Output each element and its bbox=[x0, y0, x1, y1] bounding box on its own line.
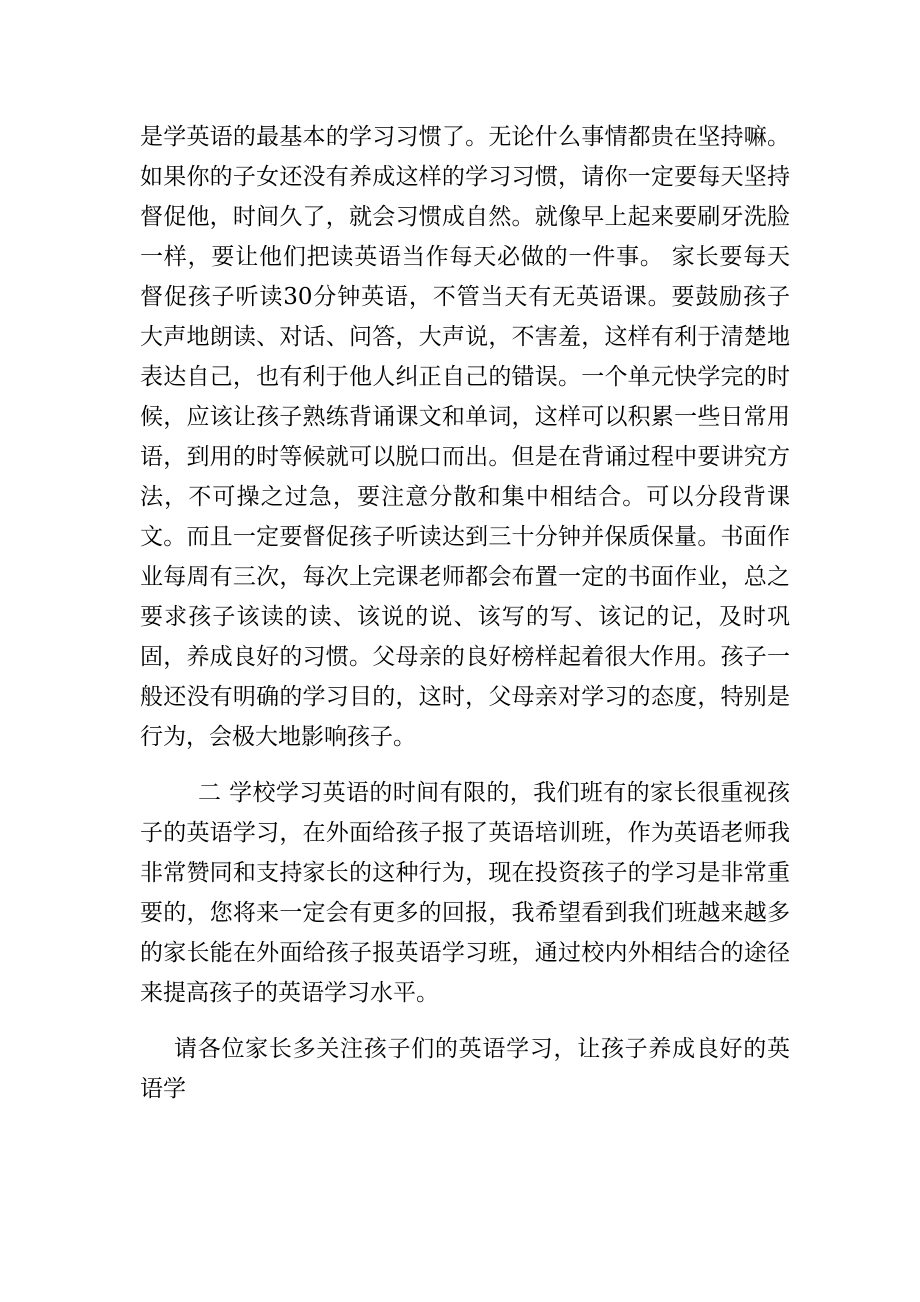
paragraph-1: 是学英语的最基本的学习习惯了。无论什么事情都贵在坚持嘛。如果你的子女还没有养成这样的学习习惯，请你一定要每天坚持督促他，时间久了，就会习惯成自然。就像早上起来要刷牙洗脸一样，要让他们把读英语当作每天必做的一件事。 家长要每天督促孩子听读30分钟英语，不管当天有无英语课。要鼓励孩子大声地朗读、对话、问答，大声说，不害羞，这样有利于清楚地表达自己，也有利于他人纠正自己的错误。一个单元快学完的时候，应该让孩子熟练背诵课文和单词，这样可以积累一些日常用语，到用的时等候就可以脱口而出。但是在背诵过程中要讲究方法，不可操之过急，要注意分散和集中相结合。可以分段背课文。而且一定要督促孩子听读达到三十分钟并保质保量。书面作业每周有三次，每次上完课老师都会布置一定的书面作业，总之要求孩子该读的读、该说的说、该写的写、该记的记，及时巩固，养成良好的习惯。父母亲的良好榜样起着很大作用。孩子一般还没有明确的学习目的，这时，父母亲对学习的态度，特别是行为，会极大地影响孩子。 bbox=[140, 124, 790, 750]
document-body bbox=[140, 117, 790, 1109]
paragraph-2: 二 学校学习英语的时间有限的，我们班有的家长很重视孩子的英语学习，在外面给孩子报了英语培训班，作为英语老师我非常赞同和支持家长的这种行为，现在投资孩子的学习是非常重要的，您将来一定会有更多的回报，我希望看到我们班越来越多的家长能在外面给孩子报英语学习班，通过校内外相结合的途径来提高孩子的英语学习水平。 bbox=[140, 780, 790, 1006]
paragraph-3: 请各位家长多关注孩子们的英语学习，让孩子养成良好的英语学 bbox=[140, 1036, 790, 1102]
